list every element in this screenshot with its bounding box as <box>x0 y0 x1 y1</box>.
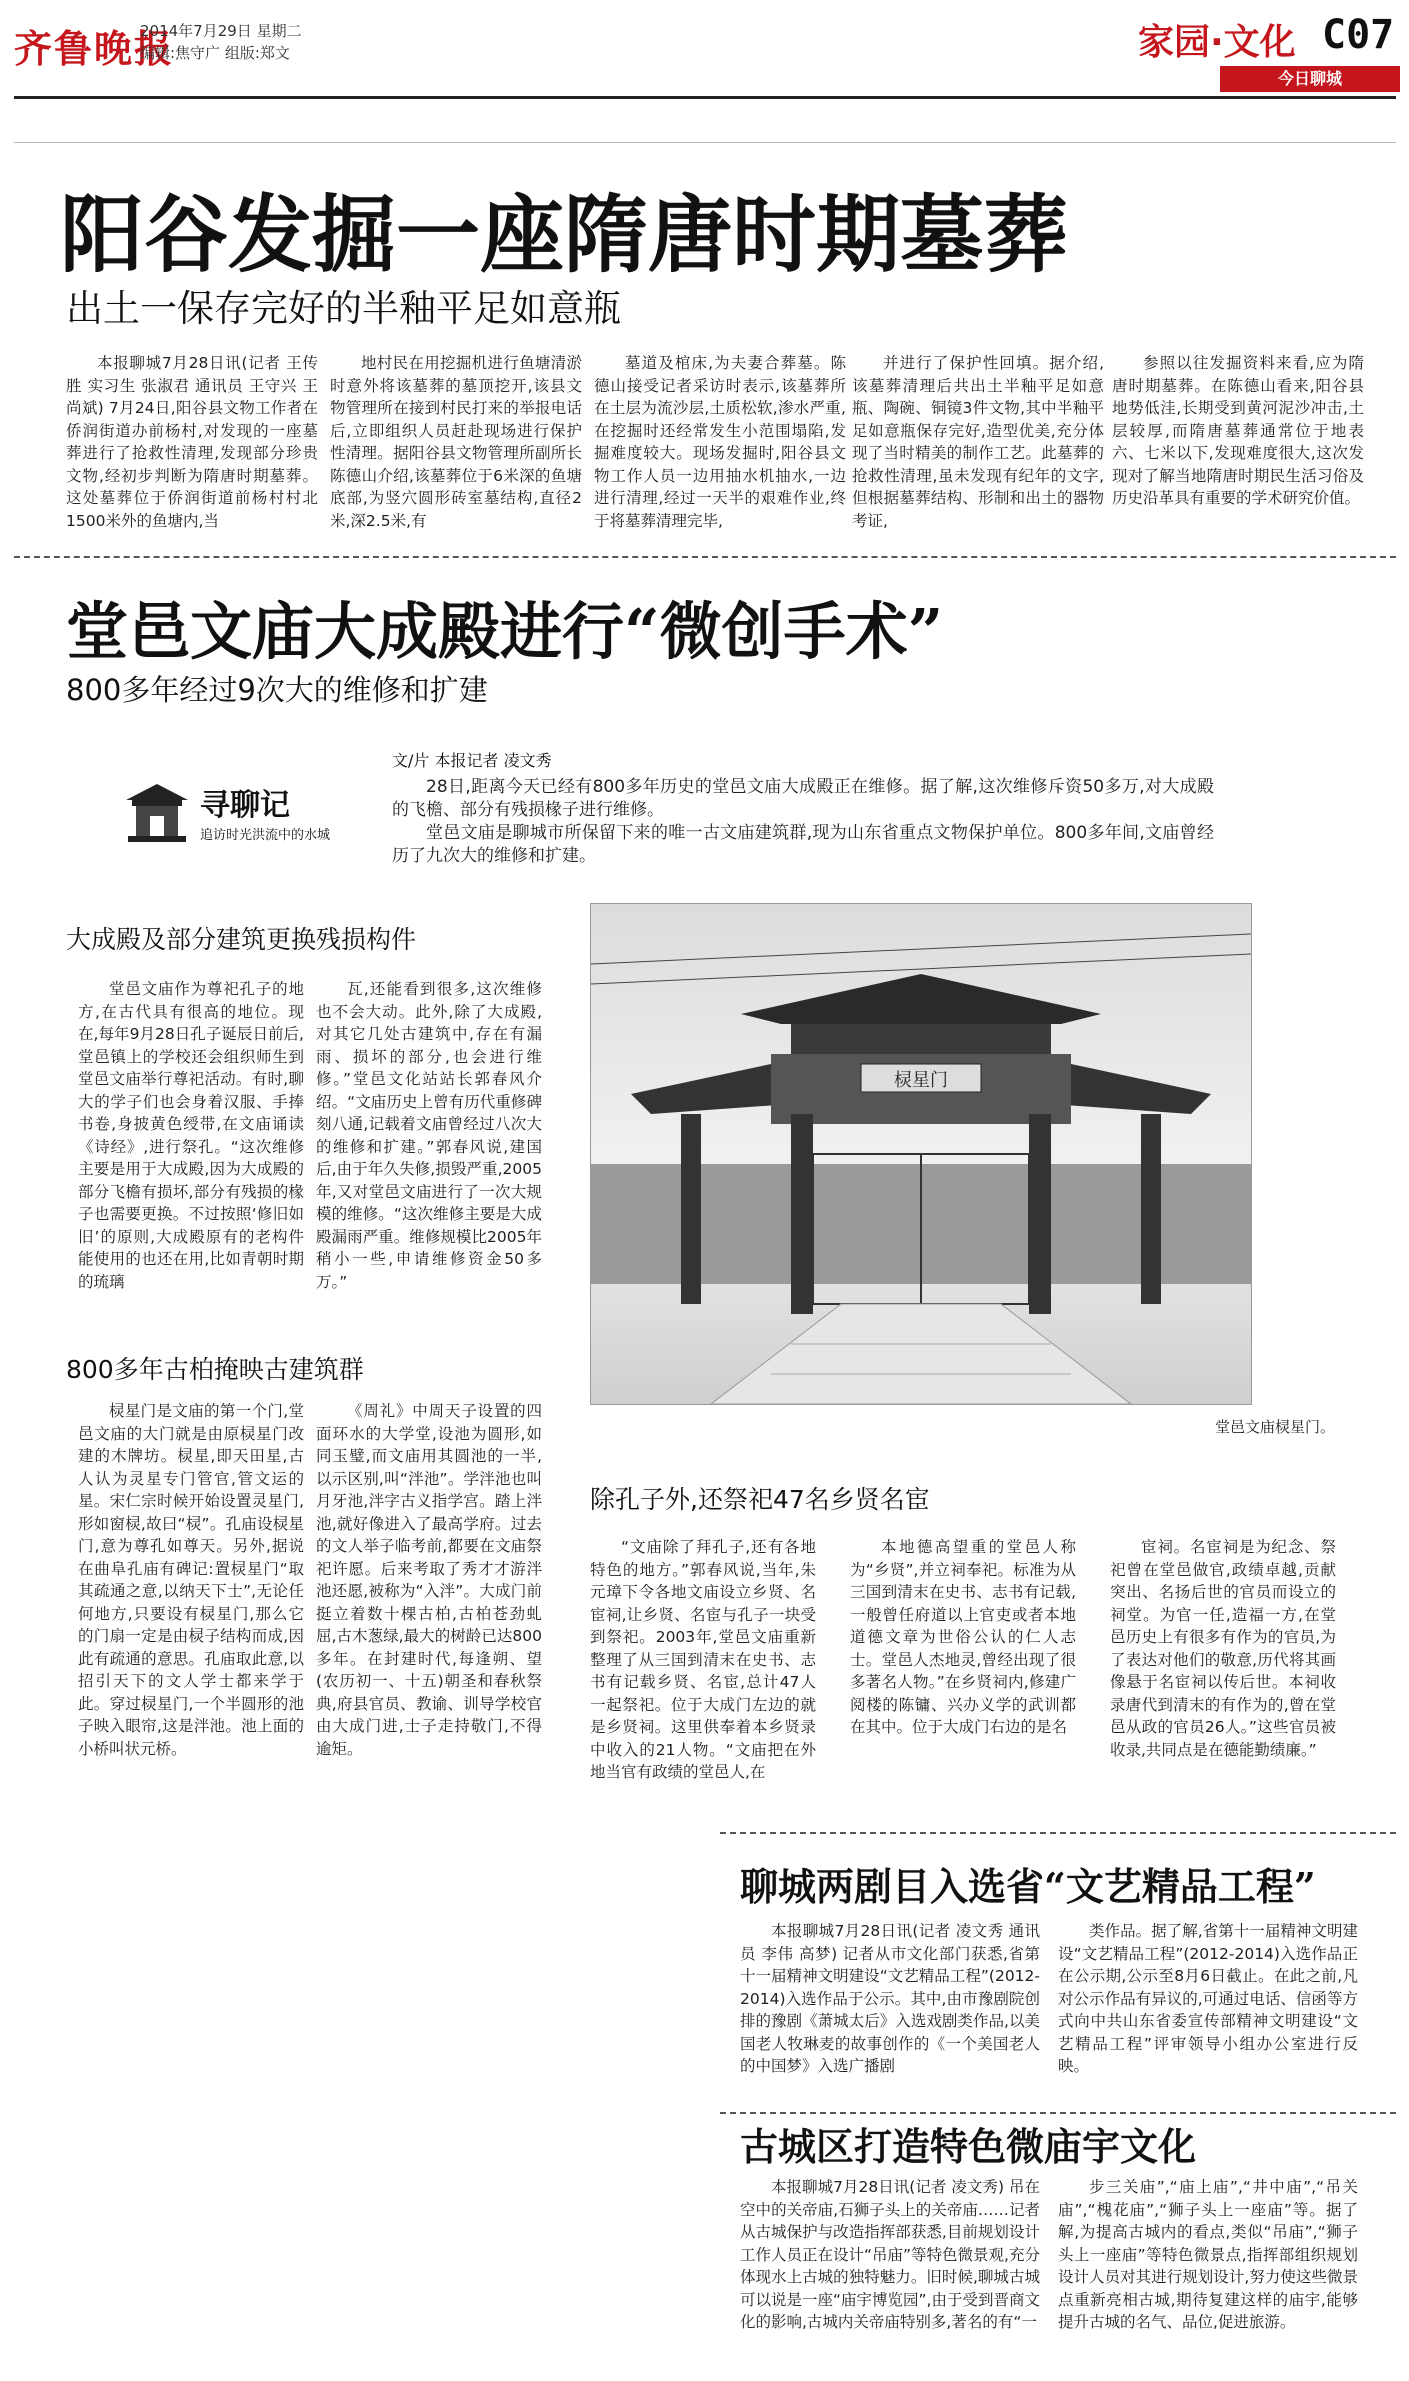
gate-illustration <box>591 904 1251 1404</box>
headline-temples-culture: 古城区打造特色微庙宇文化 <box>740 2124 1197 2169</box>
culture-col-1: 本报聊城7月28日讯(记者 凌文秀) 吊在空中的关帝庙,石狮子头上的关帝庙……记者从古城保护与改造指挥部获悉,目前规划设计工作人员正在设计“吊庙”等特色微景观,充分体现水上古城的独特魅力。旧时候,聊城古城可以说是一座“庙宇博览园”,由于受到晋商文化的影响,古城内关帝庙特别多,著名的有“一 <box>740 2178 1040 2331</box>
opera-col-1: 本报聊城7月28日讯(记者 凌文秀 通讯员 李伟 高梦) 记者从市文化部门获悉,省第十一届精神文明建设“文艺精品工程”(2012-2014)入选作品于公示。其中,由市豫剧院创排的豫剧《萧城太后》入选戏剧类作品,以美国老人牧琳麦的故事创作的《一个美国老人的中国梦》入选广播剧 <box>740 1922 1040 2075</box>
sec3-col-1: “文庙除了拜孔子,还有各地特色的地方。”郭春风说,当年,朱元璋下令各地文庙设立乡贤、名宦祠,让乡贤、名宦与孔子一块受到祭祀。2003年,堂邑文庙重新整理了从三国到清末在史书、志书有记载乡贤、名宦,总计47人一起祭祀。位于大成门左边的就是乡贤祠。这里供奉着本乡贤录中收入的21人物。“文庙把在外地当官有政绩的堂邑人,在 <box>590 1538 816 1781</box>
editor-credits: 编辑:焦守广 组版:郑文 <box>140 44 290 62</box>
section-title-1: 大成殿及部分建筑更换残损构件 <box>66 925 417 954</box>
headline-temple: 堂邑文庙大成殿进行“微创手术” <box>66 595 944 668</box>
subheadline-tomb: 出土一保存完好的半釉平足如意瓶 <box>66 287 621 330</box>
opera-col-2: 类作品。据了解,省第十一届精神文明建设“文艺精品工程”(2012-2014)入选作品正在公示期,公示至8月6日截止。在此之前,凡对公示作品有异议的,可通过电话、信函等方式向中共山东省委宣传部精神文明建设“文艺精品工程”评审领导小组办公室进行反映。 <box>1058 1922 1358 2075</box>
section-name: 家园·文化 <box>1138 22 1296 63</box>
column-logo <box>122 780 362 850</box>
tomb-col-4: 并进行了保护性回填。据介绍,该墓葬清理后共出土半釉平足如意瓶、陶碗、铜镜3件文物,其中半釉平足如意瓶保存完好,造型优美,充分体现了当时精美的制作工艺。此墓葬的抢救性清理,虽未发现有纪年的文字,但根据墓葬结构、形制和出土的器物考证, <box>852 354 1104 530</box>
gate-plaque-text: 棂星门 <box>894 1070 948 1091</box>
issue-date: 2014年7月29日 星期二 <box>140 22 302 40</box>
temple-lead: 28日,距离今天已经有800多年历史的堂邑文庙大成殿正在维修。据了解,这次维修斥资50多万,对大成殿的飞檐、部分有残损椽子进行维修。 堂邑文庙是聊城市所保留下来的唯一古文庙建筑群,现为山东省重点文物保护单位。800多年间,文庙曾经历了九次大的维修和扩建。 <box>392 777 1214 866</box>
sec2-col-1: 棂星门是文庙的第一个门,堂邑文庙的大门就是由原棂星门改建的木牌坊。棂星,即天田星,古人认为灵星专门管官,管文运的星。宋仁宗时候开始设置灵星门,形如窗棂,故曰“棂”。孔庙设棂星门,意为尊孔如尊天。另外,据说在曲阜孔庙有碑记:置棂星门“取其疏通之意,以纳天下士”,无论任何地方,只要设有棂星门,那么它的门扇一定是由棂子结构而成,因此有疏通的意思。孔庙取此意,以招引天下的文人学士都来学于此。穿过棂星门,一个半圆形的池子映入眼帘,这是泮池。池上面的小桥叫状元桥。 <box>78 1402 304 1758</box>
sec1-col-2: 瓦,还能看到很多,这次维修也不会大动。此外,除了大成殿,对其它几处古建筑中,存在有漏雨、损坏的部分,也会进行维修。”堂邑文化站站长郭春风介绍。“文庙历史上曾有历代重修碑刻八通,记载着文庙曾经过八次大的维修和扩建。”郭春风说,建国后,由于年久失修,损毁严重,2005年,又对堂邑文庙进行了一次大规模的维修。“这次维修主要是大成殿漏雨严重。维修规模比2005年稍小一些,申请维修资金50多万。” <box>316 980 542 1291</box>
column-logo-title: 寻聊记 <box>200 788 290 823</box>
tomb-col-5: 参照以往发掘资料来看,应为隋唐时期墓葬。在陈德山看来,阳谷县地势低洼,长期受到黄河泥沙冲击,土层较厚,而隋唐墓葬通常位于地表六、七米以下,发现难度很大,这次发现对了解当地隋唐时期民生活习俗及历史沿革具有重要的学术研究价值。 <box>1112 354 1364 507</box>
sec3-col-2: 本地德高望重的堂邑人称为“乡贤”,并立祠奉祀。标准为从三国到清末在史书、志书有记载,一般曾任府道以上官吏或者本地道德文章为世俗公认的仁人志士。堂邑人杰地灵,曾经出现了很多著名人物。”在乡贤祠内,修建广阅楼的陈镛、兴办义学的武训都在其中。位于大成门右边的是名 <box>850 1538 1076 1736</box>
headline-opera: 聊城两剧目入选省“文艺精品工程” <box>740 1864 1316 1909</box>
divider-1 <box>14 556 1396 558</box>
tomb-col-3: 墓道及棺床,为夫妻合葬墓。陈德山接受记者采访时表示,该墓葬所在土层为流沙层,土质松软,渗水严重,在挖掘时还经常发生小范围塌陷,发掘难度较大。现场发掘时,阳谷县文物工作人员一边用抽水机抽水,一边进行清理,经过一天半的艰难作业,终于将墓葬清理完毕, <box>594 354 846 530</box>
masthead-thin-rule <box>14 142 1396 143</box>
page-number: C07 <box>1322 12 1395 58</box>
masthead-rule <box>14 96 1396 99</box>
photo-caption: 堂邑文庙棂星门。 <box>1215 1418 1336 1436</box>
section-sub-label: 今日聊城 <box>1220 66 1400 92</box>
subheadline-temple: 800多年经过9次大的维修和扩建 <box>66 673 488 707</box>
culture-col-2: 步三关庙”,“庙上庙”,“井中庙”,“吊关庙”,“槐花庙”,“狮子头上一座庙”等。据了解,为提高古城内的看点,类似“吊庙”,“狮子头上一座庙”等特色微景点,指挥部组织规划设计人员对其进行规划设计,努力使这些微景点重新亮相古城,期待复建这样的庙宇,能够提升古城的名气、品位,促进旅游。 <box>1058 2178 1358 2331</box>
tomb-col-1: 本报聊城7月28日讯(记者 王传胜 实习生 张淑君 通讯员 王守兴 王尚斌) 7月24日,阳谷县文物工作者在侨润街道办前杨村,对发现的一座墓葬进行了抢救性清理,发现部分珍贵文物,经初步判断为隋唐时期墓葬。这处墓葬位于侨润街道前杨村村北1500米外的鱼塘内,当 <box>66 354 318 530</box>
sec1-col-1: 堂邑文庙作为尊祀孔子的地方,在古代具有很高的地位。现在,每年9月28日孔子诞辰日前后,堂邑镇上的学校还会组织师生到堂邑文庙举行尊祀活动。有时,聊大的学子们也会身着汉服、手捧书卷,身披黄色绶带,在文庙诵读《诗经》,进行祭孔。“这次维修主要是用于大成殿,因为大成殿的部分飞檐有损坏,部分有残损的椽子也需要更换。不过按照‘修旧如旧’的原则,大成殿原有的老构件能使用的也还在用,比如青朝时期的琉璃 <box>78 980 304 1291</box>
byline: 文/片 本报记者 凌文秀 <box>392 751 552 770</box>
divider-3 <box>720 2112 1396 2114</box>
sec2-col-2: 《周礼》中周天子设置的四面环水的大学堂,设池为圆形,如同玉璧,而文庙用其圆池的一半,以示区别,叫“泮池”。学泮池也叫月牙池,泮字古义指学宫。踏上泮池,就好像进入了最高学府。过去的文人举子临考前,都要在文庙祭祀许愿。后来考取了秀才才游泮池还愿,被称为“入泮”。大成门前挺立着数十棵古柏,古柏苍劲虬屈,古木葱绿,最大的树龄已达800多年。在封建时代,每逢朔、望(农历初一、十五)朝圣和春秋祭典,府县官员、教谕、训导学校官由大成门进,士子走持敬门,不得逾矩。 <box>316 1402 542 1758</box>
lingxing-gate-photo <box>590 903 1252 1405</box>
section-title-2: 800多年古柏掩映古建筑群 <box>66 1355 364 1384</box>
newspaper-logo: 齐鲁晚报 <box>14 26 175 71</box>
divider-2 <box>720 1832 1396 1834</box>
temple-icon <box>122 780 192 846</box>
section-title-3: 除孔子外,还祭祀47名乡贤名宦 <box>590 1485 930 1514</box>
column-logo-subtitle: 追访时光洪流中的水城 <box>200 828 331 843</box>
sec3-col-3: 宦祠。名宦祠是为纪念、祭祀曾在堂邑做官,政绩卓越,贡献突出、名扬后世的官员而设立的祠堂。为官一任,造福一方,在堂邑历史上有很多有作为的官员,为了表达对他们的敬意,历代将其画像悬于名宦祠以传后世。本祠收录唐代到清末的有作为的,曾在堂邑从政的官员26人。”这些官员被收录,共同点是在德能勤绩廉。” <box>1110 1538 1336 1759</box>
tomb-col-2: 地村民在用挖掘机进行鱼塘清淤时意外将该墓葬的墓顶挖开,该县文物管理所在接到村民打来的举报电话后,立即组织人员赶赴现场进行保护性清理。据阳谷县文物管理所副所长陈德山介绍,该墓葬位于6米深的鱼塘底部,为竖穴圆形砖室墓结构,直径2米,深2.5米,有 <box>330 354 582 530</box>
headline-tomb: 阳谷发掘一座隋唐时期墓葬 <box>60 185 1069 284</box>
